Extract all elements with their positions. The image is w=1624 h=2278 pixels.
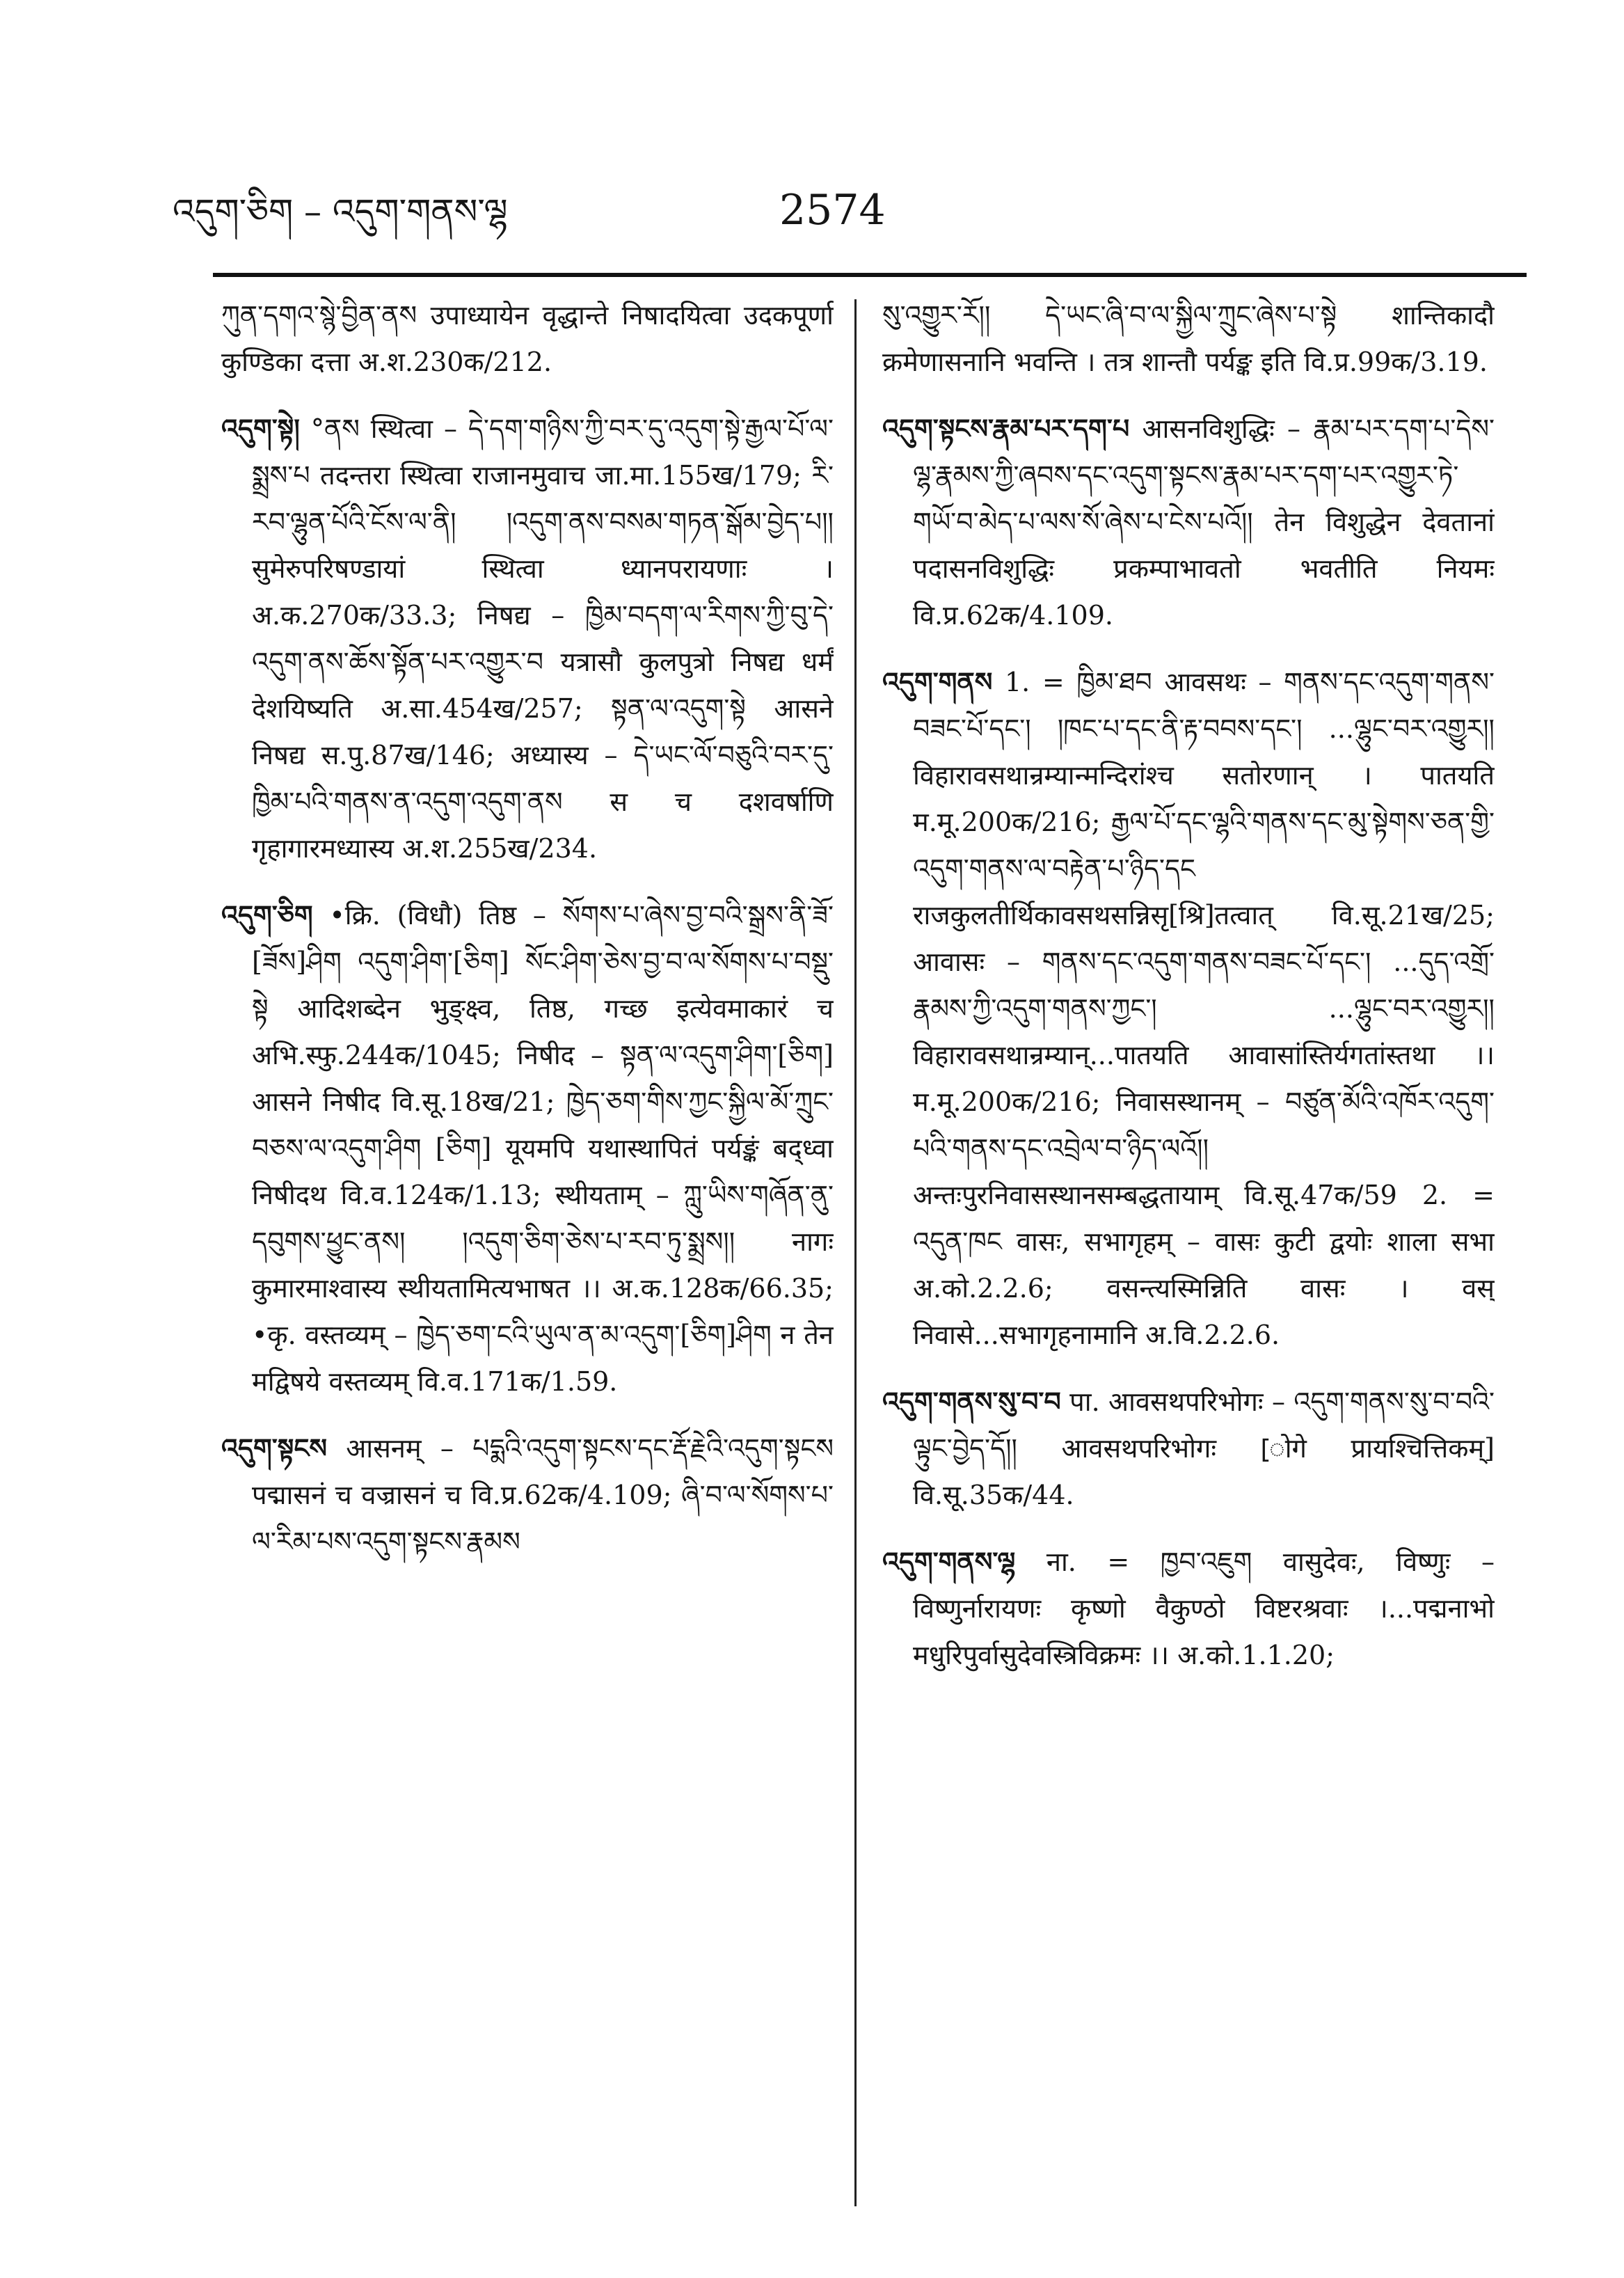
running-head: འདུག་ཅིག – འདུག་གནས་ལྷ [173, 191, 508, 232]
dictionary-entry [221, 1425, 834, 1565]
entry-text: °ནས स्थित्वा – དེ་དག་གཉིས་ཀྱི་བར་དུ་འདུག་སྟེ་རྒྱལ་པོ་ལ་སྨྲས་པ तदन्तरा स्थित्वा राजानमुवाच जा.मा.155ख/179; རི་རབ་ལྷུན་པོའི་ངོས་ལ་ནི། །འདུག་ནས་བསམ་གཏན་སྒོམ་བྱེད་པ།། सुमेरुपरिषण्डायां स्थित्वा ध्यानपरायणाः । अ.क.270क/33.3; निषद्य – ཁྱིམ་བདག་ལ་རིགས་ཀྱི་བུ་དེ་འདུག་ནས་ཆོས་སྟོན་པར་འགྱུར་བ यत्रासौ कुलपुत्रो निषद्य धर्मं देशयिष्यति अ.सा.454ख/257; སྟན་ལ་འདུག་སྟེ आसने निषद्य स.पु.87ख/146; अध्यास्य – དེ་ཡང་ལོ་བཅུའི་བར་དུ་ཁྱིམ་པའི་གནས་ན་འདུག་འདུག་ནས स च दशवर्षाणि गृहागारमध्यास्य अ.श.255ख/234. [252, 413, 834, 864]
right-column [882, 292, 1495, 2206]
entry-text: आसनविशुद्धिः – རྣམ་པར་དག་པ་དེས་ལྷ་རྣམས་ཀྱི་ཞབས་དང་འདུག་སྟངས་རྣམ་པར་དག་པར་འགྱུར་ཏེ་གཡོ་བ་མེད་པ་ལས་སོ་ཞེས་པ་ངེས་པའོ།། तेन विशुद्धेन देवतानां पदासनविशुद्धिः प्रकम्पाभावतो भवतीति नियमः वि.प्र.62क/4.109. [913, 413, 1495, 631]
entry-headword: འདུག་སྟངས [221, 1432, 328, 1464]
entry-text: पा. आवसथपरिभोगः – འདུག་གནས་སུ་བ་བའི་ལྟུང་བྱེད་དོ།། आवसथपरिभोगः [ोगे प्रायश्चित्तिकम्] वि.सू.35क/44. [913, 1386, 1495, 1510]
dictionary-entry [221, 292, 834, 386]
entry-headword: འདུག་གནས [882, 666, 993, 697]
entry-headword: འདུག་ཅིག [221, 899, 313, 931]
entry-text: 1. = ཁྱིམ་ཐབ आवसथः – གནས་དང་འདུག་གནས་བཟང་པོ་དང་། །ཁང་པ་དང་ནི་རྟ་བབས་དང་། ...ལྷུང་བར་འགྱུར།། विहारावसथान्रम्यान्मन्दिरांश्च सतोरणान् । पातयति म.मू.200क/216; རྒྱལ་པོ་དང་ལྷའི་གནས་དང་མུ་སྟེགས་ཅན་གྱི་འདུག་གནས་ལ་བརྟེན་པ་ཉིད་དང राजकुलतीर्थिकावसथसन्निसृ[श्रि]तत्वात् वि.सू.21ख/25; आवासः – གནས་དང་འདུག་གནས་བཟང་པོ་དང་། ...དུད་འགྲོ་རྣམས་ཀྱི་འདུག་གནས་ཀྱང་། ...ལྷུང་བར་འགྱུར།། विहारावसथान्रम्यान्...पातयति आवासांस्तिर्यगतांस्तथा ।। म.मू.200क/216; निवासस्थानम् – བཙུན་མོའི་འཁོར་འདུག་པའི་གནས་དང་འབྲེལ་བ་ཉིད་ལའོ།། अन्तःपुरनिवासस्थानसम्बद्धतायाम् वि.सू.47क/59 2. = འདུན་ཁང वासः, सभागृहम् – वासः कुटी द्वयोः शाला सभा अ.को.2.2.6; वसन्त्यस्मिन्निति वासः । वस् निवासे...सभागृहनामानि अ.वि.2.2.6. [913, 667, 1495, 1350]
dictionary-entry [882, 292, 1495, 386]
entry-text: ना. = ཁྱབ་འཇུག वासुदेवः, विष्णुः – विष्णुर्नारायणः कृष्णो वैकुण्ठो विष्टरश्रवाः ।...पद्मनाभो मधुरिपुर्वासुदेवस्त्रिविक्रमः ।। अ.को.1.1.20; [913, 1547, 1495, 1670]
left-column [221, 292, 834, 2206]
entry-headword: འདུག་སྟངས་རྣམ་པར་དག་པ [882, 413, 1130, 444]
dictionary-entry [882, 658, 1495, 1359]
dictionary-entry [882, 1378, 1495, 1519]
dictionary-entry [882, 1538, 1495, 1679]
dictionary-entry [221, 405, 834, 872]
entry-text: आसनम् – པདྨའི་འདུག་སྟངས་དང་རྡོ་རྗེའི་འདུག་སྟངས पद्मासनं च वज्रासनं च वि.प्र.62क/4.109; ཞི་བ་ལ་སོགས་པ་ལ་རིམ་པས་འདུག་སྟངས་རྣམས [252, 1433, 834, 1557]
dictionary-entry [882, 405, 1495, 639]
entry-headword: འདུག་སྟེ། [221, 413, 300, 444]
page-header [173, 182, 1522, 259]
column-divider [854, 299, 857, 2206]
header-rule [213, 273, 1527, 277]
entry-text: •क्रि. (विधौ) तिष्ठ – སོགས་པ་ཞེས་བྱ་བའི་སྒྲས་ནི་ཟོ་[ཟོས]ཤིག འདུག་ཤིག་[ཅིག] སོང་ཤིག་ཅེས་བྱ་བ་ལ་སོགས་པ་བསྡུ་སྟེ आदिशब्देन भुङ्क्ष्व, तिष्ठ, गच्छ इत्येवमाकारं च अभि.स्फु.244क/1045; निषीद – སྟན་ལ་འདུག་ཤིག་[ཅིག] आसने निषीद वि.सू.18ख/21; ཁྱེད་ཅག་གིས་ཀྱང་སྐྱིལ་མོ་ཀྲུང་བཅས་ལ་འདུག་ཤིག [ཅིག] यूयमपि यथास्थापितं पर्यङ्कं बद्ध्वा निषीदथ वि.व.124क/1.13; स्थीयताम् – ཀླུ་ཡིས་གཞོན་ནུ་དབུགས་ཕྱུང་ནས། །འདུག་ཅིག་ཅེས་པ་རབ་ཏུ་སྨྲས།། नागः कुमारमाश्वास्य स्थीयतामित्यभाषत ।। अ.क.128क/66.35; •कृ. वस्तव्यम् – ཁྱེད་ཅག་ངའི་ཡུལ་ན་མ་འདུག་[ཅིག]ཤིག न तेन मद्विषये वस्तव्यम् वि.व.171क/1.59. [252, 900, 834, 1397]
entry-headword: འདུག་གནས་ལྷ [882, 1546, 1016, 1577]
dictionary-entry [221, 892, 834, 1405]
entry-headword: འདུག་གནས་སུ་བ་བ [882, 1386, 1061, 1417]
page-number: 2574 [779, 186, 886, 235]
entry-text: སུ་འགྱུར་རོ།། དེ་ཡང་ཞི་བ་ལ་སྐྱིལ་ཀྲུང་ཞེས་པ་སྟེ शान्तिकादौ क्रमेणासनानि भवन्ति । तत्र शान्तौ पर्यङ्क इति वि.प्र.99क/3.19. [882, 300, 1495, 377]
entry-text: ཀུན་དགའ་སྙེ་བྱིན་ནས उपाध्यायेन वृद्धान्ते निषादयित्वा उदकपूर्णा कुण्डिका दत्ता अ.श.230क/212. [221, 300, 834, 377]
